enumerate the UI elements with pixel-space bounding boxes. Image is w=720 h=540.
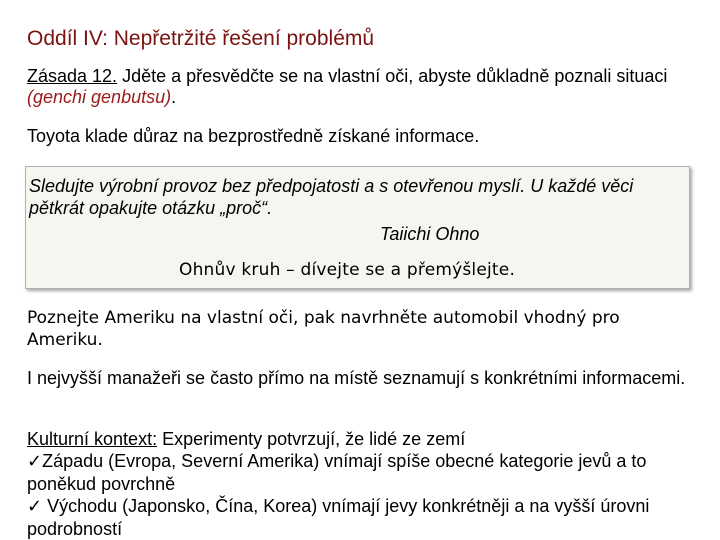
principle-label: Zásada 12. bbox=[27, 66, 118, 86]
managers-paragraph: I nejvyšší manažeři se často přímo na místě seznamují s konkrétními informacemi. bbox=[27, 368, 686, 388]
quote-box bbox=[25, 166, 690, 289]
culture-paragraph bbox=[27, 428, 697, 540]
quote-author: Taiichi Ohno bbox=[380, 224, 480, 244]
principle-end: . bbox=[171, 87, 177, 107]
checkmark-icon: ✓ bbox=[27, 496, 43, 517]
principle-term: (genchi genbutsu) bbox=[27, 87, 172, 107]
culture-west: Západu (Evropa, Severní Amerika) vnímají spíše obecné kategorie jevů a to poněkud povrchně bbox=[27, 451, 647, 494]
culture-east: Východu (Japonsko, Čína, Korea) vnímají jevy konkrétněji a na vyšší úrovni podrobností bbox=[27, 496, 650, 539]
principle-statement bbox=[27, 66, 697, 108]
principle-text: Jděte a přesvědčte se na vlastní oči, abyste důkladně poznali situaci bbox=[117, 66, 668, 86]
slide-title: Oddíl IV: Nepřetržité řešení problémů bbox=[27, 27, 375, 50]
ohno-circle-caption: Ohnův kruh – dívejte se a přemýšlejte. bbox=[179, 260, 516, 280]
quote-text: Sledujte výrobní provoz bez předpojatosti a s otevřenou myslí. U každé věci pětkrát opakujte otázku „proč“. bbox=[29, 176, 634, 218]
toyota-paragraph: Toyota klade důraz na bezprostředně získané informace. bbox=[27, 126, 480, 146]
america-paragraph: Poznejte Ameriku na vlastní oči, pak navrhněte automobil vhodný pro Ameriku. bbox=[27, 308, 620, 350]
checkmark-icon: ✓ bbox=[27, 451, 43, 472]
culture-intro: Experimenty potvrzují, že lidé ze zemí bbox=[157, 429, 466, 449]
culture-label: Kulturní kontext: bbox=[27, 429, 158, 449]
